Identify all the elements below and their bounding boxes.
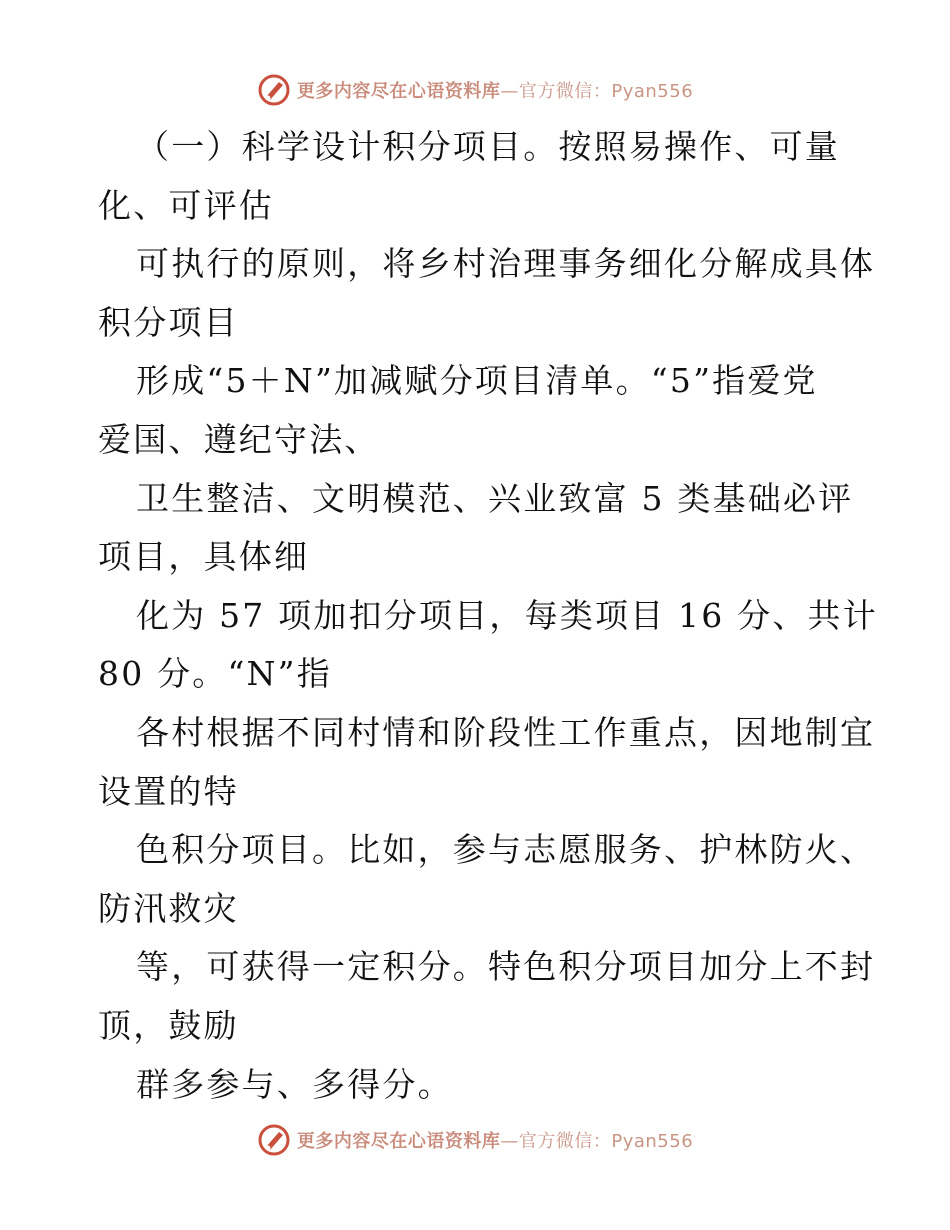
pen-seal-icon: [257, 1123, 291, 1157]
document-body: [98, 118, 878, 1114]
header-wechat-id: Pyan556: [611, 81, 694, 102]
text-line: 设置的特: [98, 771, 239, 811]
pen-seal-icon: [257, 73, 291, 107]
header-banner: [0, 70, 950, 110]
header-label: 官方微信：: [518, 81, 612, 102]
footer-text: [297, 1127, 693, 1153]
text-line: 顶，鼓励: [98, 1005, 239, 1045]
text-line: 等，可获得一定积分。特色积分项目加分上不封: [136, 947, 876, 987]
text-line: 项目，具体细: [98, 537, 310, 577]
footer-dash: —: [500, 1131, 519, 1152]
footer-label: 官方微信：: [518, 1131, 612, 1152]
text-line: （一）科学设计积分项目。按照易操作、可量: [136, 127, 840, 166]
header-dash: —: [500, 81, 519, 102]
text-line: 色积分项目。比如，参与志愿服务、护林防火、: [136, 830, 876, 870]
text-line: 防汛救灾: [98, 888, 239, 928]
text-line: 可执行的原则，将乡村治理事务细化分解成具体: [136, 244, 876, 284]
text-line: 爱国、遵纪守法、: [98, 419, 380, 459]
footer-brand: 更多内容尽在心语资料库: [296, 1131, 501, 1152]
text-line: 卫生整洁、文明模范、兴业致富 5 类基础必评: [136, 478, 854, 518]
text-line: 化为 57 项加扣分项目，每类项目 16 分、共计: [136, 595, 878, 635]
header-text: [297, 77, 693, 103]
text-line: 积分项目: [98, 302, 239, 342]
text-line: 形成“5＋N”加减赋分项目清单。“5”指爱党: [136, 361, 818, 401]
text-line: 各村根据不同村情和阶段性工作重点，因地制宜: [136, 712, 876, 752]
footer-wechat-id: Pyan556: [611, 1131, 694, 1152]
text-line: 80 分。“N”指: [98, 654, 332, 694]
text-line: 化、可评估: [98, 185, 274, 225]
footer-banner: [0, 1120, 950, 1160]
header-brand: 更多内容尽在心语资料库: [296, 81, 501, 102]
text-line: 群多参与、多得分。: [136, 1064, 453, 1104]
